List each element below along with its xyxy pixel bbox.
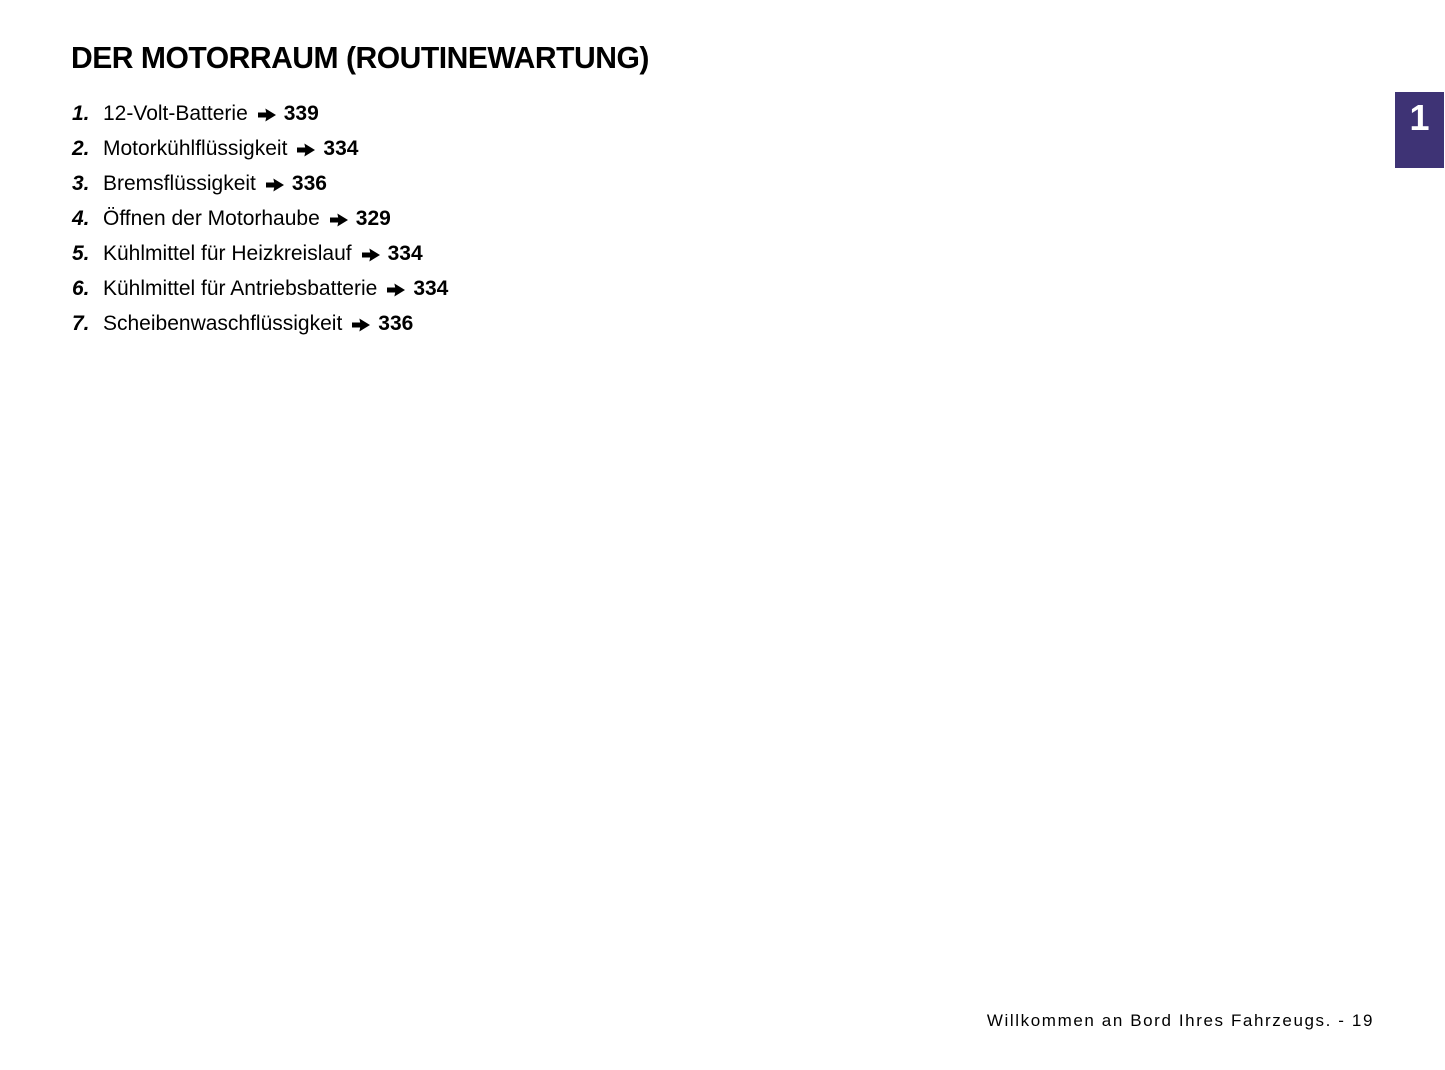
list-item[interactable] xyxy=(72,201,448,236)
page-reference[interactable]: 336 xyxy=(291,171,327,195)
list-item[interactable] xyxy=(72,96,448,131)
right-arrow-icon xyxy=(296,141,316,159)
item-number: 5. xyxy=(72,241,90,265)
engine-compartment-list xyxy=(72,96,448,341)
page-reference[interactable]: 334 xyxy=(387,241,423,265)
list-item[interactable] xyxy=(72,131,448,166)
right-arrow-icon xyxy=(351,316,371,334)
item-label: Kühlmittel für Heizkreislauf xyxy=(103,241,352,265)
right-arrow-icon xyxy=(329,211,349,229)
item-label: Kühlmittel für Antriebsbatterie xyxy=(103,276,378,300)
item-label: Öffnen der Motorhaube xyxy=(103,206,320,230)
item-number: 7. xyxy=(72,311,90,335)
right-arrow-icon xyxy=(265,176,285,194)
right-arrow-icon xyxy=(257,106,277,124)
item-number: 1. xyxy=(72,101,90,125)
item-number: 4. xyxy=(72,206,90,230)
page-reference[interactable]: 336 xyxy=(378,311,414,335)
list-item[interactable] xyxy=(72,166,448,201)
list-item[interactable] xyxy=(72,236,448,271)
page-reference[interactable]: 334 xyxy=(413,276,449,300)
item-label: Motorkühlflüssigkeit xyxy=(103,136,288,160)
page-reference[interactable]: 334 xyxy=(323,136,359,160)
footer-chapter-page: Willkommen an Bord Ihres Fahrzeugs. - 19 xyxy=(986,1011,1374,1030)
item-label: 12-Volt-Batterie xyxy=(103,101,248,125)
page-reference[interactable]: 339 xyxy=(283,101,319,125)
item-label: Scheibenwaschflüssigkeit xyxy=(103,311,343,335)
right-arrow-icon xyxy=(386,281,406,299)
right-arrow-icon xyxy=(361,246,381,264)
list-item[interactable] xyxy=(72,306,448,341)
item-number: 6. xyxy=(72,276,90,300)
chapter-tab: 1 xyxy=(1395,92,1444,168)
item-number: 3. xyxy=(72,171,90,195)
list-item[interactable] xyxy=(72,271,448,306)
page-title: DER MOTORRAUM (ROUTINEWARTUNG) xyxy=(71,40,649,75)
item-label: Bremsflüssigkeit xyxy=(103,171,256,195)
page-reference[interactable]: 329 xyxy=(355,206,391,230)
item-number: 2. xyxy=(72,136,90,160)
